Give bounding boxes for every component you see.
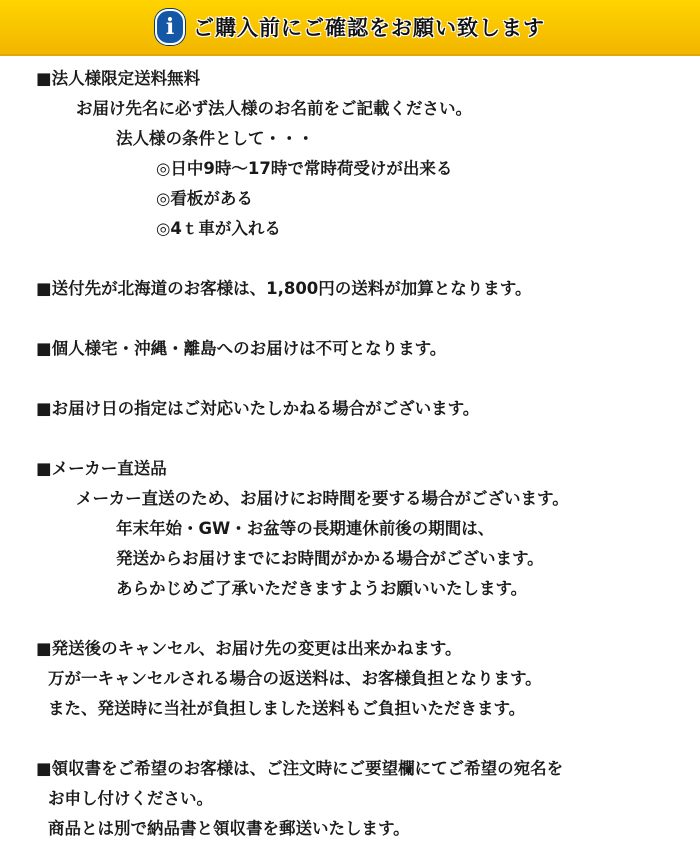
header-banner (0, 0, 700, 56)
section-heading-hokkaido: ■送付先が北海道のお客様は、1,800円の送料が加算となります。 (36, 279, 532, 298)
receipt-note: 商品とは別で納品書と領収書を郵送いたします。 (48, 819, 410, 838)
receipt-note: お申し付けください。 (48, 789, 213, 808)
section-heading-receipt: ■領収書をご希望のお客様は、ご注文時にご要望欄にてご希望の宛名を (36, 759, 564, 778)
spacer (0, 724, 700, 754)
condition-item: ◎看板がある (156, 189, 253, 208)
corporate-note: お届け先名に必ず法人様のお名前をご記載ください。 (76, 99, 472, 118)
section-heading-corporate: ■法人様限定送料無料 (36, 69, 201, 88)
page-title: ご購入前にご確認をお願い致します (193, 16, 545, 40)
condition-item: ◎日中9時〜17時で常時荷受けが出来る (156, 159, 453, 178)
section-heading-cancel: ■発送後のキャンセル、お届け先の変更は出来かねます。 (36, 639, 462, 658)
spacer (0, 364, 700, 394)
corporate-conditions-intro: 法人様の条件として・・・ (116, 129, 314, 148)
notice-content (0, 56, 700, 844)
cancel-note: また、発送時に当社が負担しました送料もご負担いただきます。 (48, 699, 526, 718)
condition-item: ◎4ｔ車が入れる (156, 219, 281, 238)
spacer (0, 304, 700, 334)
spacer (0, 244, 700, 274)
direct-ship-note: あらかじめご了承いただきますようお願いいたします。 (116, 579, 528, 598)
spacer (0, 604, 700, 634)
section-heading-direct-ship: ■メーカー直送品 (36, 459, 167, 478)
direct-ship-note: 発送からお届けまでにお時間がかかる場合がございます。 (116, 549, 544, 568)
direct-ship-note: 年末年始・GW・お盆等の長期連休前後の期間は、 (116, 519, 495, 538)
spacer (0, 424, 700, 454)
cancel-note: 万が一キャンセルされる場合の返送料は、お客様負担となります。 (48, 669, 542, 688)
header-inner (155, 9, 545, 45)
section-heading-no-delivery: ■個人様宅・沖縄・離島へのお届けは不可となります。 (36, 339, 447, 358)
direct-ship-note: メーカー直送のため、お届けにお時間を要する場合がございます。 (76, 489, 569, 508)
section-heading-delivery-date: ■お届け日の指定はご対応いたしかねる場合がございます。 (36, 399, 480, 418)
info-icon: i (155, 9, 185, 45)
